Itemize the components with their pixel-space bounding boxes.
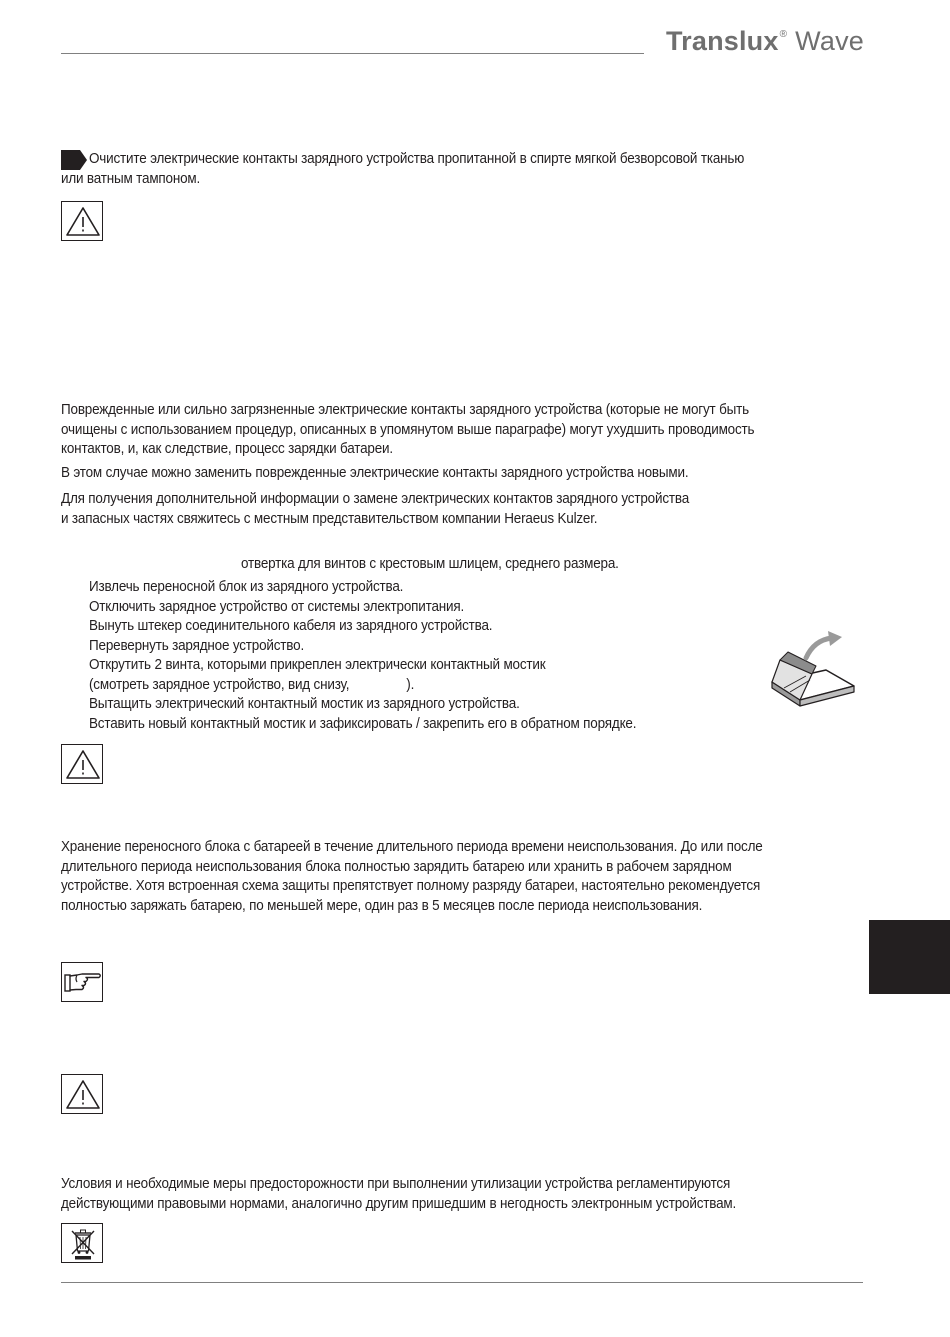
warning-triangle-icon (62, 202, 104, 242)
section4-line2: длительного периода неиспользования блока полностью зарядить батарею или хранить в рабочем зарядном (61, 858, 732, 875)
section-marker-icon (61, 150, 87, 170)
charger-flip-illustration (766, 630, 856, 708)
pointing-hand-icon (62, 963, 104, 1003)
section1-line1: Очистите электрические контакты зарядного устройства пропитанной в спирте мягкой безворсовой тканью (89, 151, 745, 167)
tool-line: отвертка для винтов с крестовым шлицем, среднего размера. (241, 556, 619, 572)
header-rule (61, 53, 644, 54)
warning-triangle-icon (62, 745, 104, 785)
brand-registered: ® (779, 29, 788, 40)
section1-line2: или ватным тампоном. (61, 171, 201, 187)
step-7: Вставить новый контактный мостик и зафиксировать / закрепить его в обратном порядке. (89, 715, 637, 732)
section4-line4: полностью заряжать батарею, по меньшей мере, один раз в 5 месяцев после периода неиспользования. (61, 897, 703, 914)
warning-triangle-icon (62, 1075, 104, 1115)
step-1: Извлечь переносной блок из зарядного устройства. (89, 579, 404, 595)
chapter-side-tab (869, 920, 950, 994)
section5-line1: Условия и необходимые меры предосторожности при выполнении утилизации устройства регламентируются (61, 1176, 731, 1192)
section2-para1-line1: Поврежденные или сильно загрязненные электрические контакты зарядного устройства (которые не могут быть (61, 402, 749, 418)
brand-logo (666, 26, 864, 57)
section2-para3-line2: и запасных частях свяжитесь с местным представительством компании Heraeus Kulzer. (61, 510, 598, 527)
weee-box (61, 1223, 103, 1263)
warning-box-3 (61, 1074, 103, 1114)
step-6: Вытащить электрический контактный мостик из зарядного устройства. (89, 696, 520, 712)
step-5: Открутить 2 винта, которыми прикреплен электрически контактный мостик (89, 657, 546, 673)
step-4: Перевернуть зарядное устройство. (89, 637, 305, 654)
section2-para1-line3: контактов, и, как следствие, процесс зарядки батареи. (61, 441, 393, 457)
note-box (61, 962, 103, 1002)
warning-box-1 (61, 201, 103, 241)
warning-box-2 (61, 744, 103, 784)
step-3: Вынуть штекер соединительного кабеля из зарядного устройства. (89, 618, 493, 634)
step-2: Отключить зарядное устройство от системы электропитания. (89, 598, 465, 615)
footer-rule (61, 1282, 863, 1283)
section2-para2: В этом случае можно заменить поврежденные электрические контакты зарядного устройства новыми. (61, 465, 689, 481)
section4-line3: устройстве. Хотя встроенная схема защиты препятствует полному разряду батареи, настоятельно рекомендуется (61, 878, 761, 894)
section5-line2: действующими правовыми нормами, аналогично другим пришедшим в негодность электронным устройствам. (61, 1195, 737, 1212)
crossed-out-bin-icon (62, 1224, 104, 1264)
section2-para1-line2: очищены с использованием процедур, описанных в упомянутом выше параграфе) могут ухудшить проводимость (61, 421, 755, 438)
brand-main: Translux (665, 26, 779, 56)
step-5-cont: (смотреть зарядное устройство, вид снизу, ). (89, 676, 415, 693)
section4-line1: Хранение переносного блока с батареей в течение длительного периода времени неиспользования. До или после (61, 839, 763, 855)
brand-sub: Wave (795, 26, 864, 56)
section2-para3-line1: Для получения дополнительной информации о замене электрических контактов зарядного устройства (61, 491, 690, 507)
